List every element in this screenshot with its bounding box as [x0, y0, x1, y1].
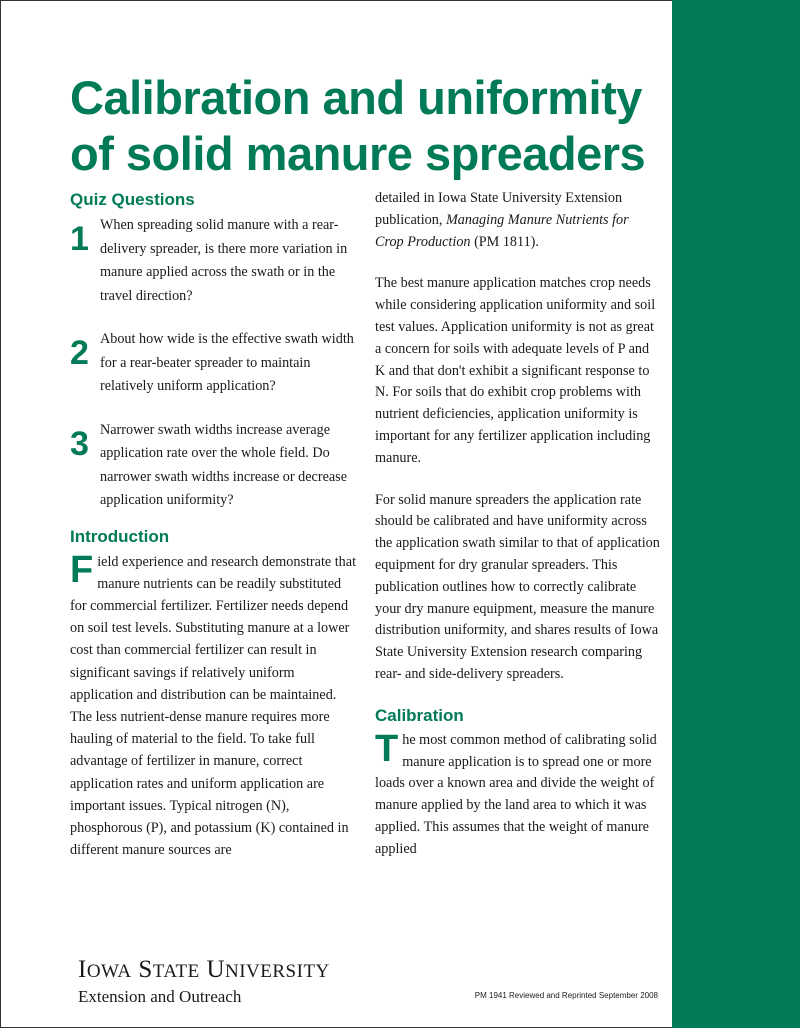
right-column [375, 188, 660, 881]
quiz-number: 3 [70, 424, 89, 463]
quiz-text: About how wide is the effective swath width for a rear-beater spreader to maintain relatively uniform application? [100, 331, 354, 394]
page-title [70, 70, 670, 182]
paragraph-text: detailed in Iowa State University Extension publication, [375, 190, 623, 228]
logo-letter: I [78, 956, 87, 983]
quiz-item-2 [70, 328, 360, 399]
application-paragraph: The best manure application matches crop needs while considering application uniformity and soil test values. Application uniformity is not as great a concern for soils with adequate levels of P and K and that don't exhibit a significant response to N. For soils that do exhibit crop problems with nutrient deficiencies, application uniformity is important for any fertilizer application including manure. [375, 275, 656, 466]
quiz-item-1 [70, 214, 360, 308]
university-logo [78, 956, 330, 1008]
quiz-text: Narrower swath widths increase average application rate over the whole field. Do narrower swath widths increase or decrease application uniformity? [100, 421, 347, 508]
dropcap: F [70, 548, 94, 591]
logo-letter: U [206, 956, 225, 983]
left-column [70, 190, 360, 881]
logo-letter: S [138, 956, 153, 983]
publication-title: Managing Manure Nutrients for Crop Production [375, 211, 629, 250]
logo-letter: TATE [152, 961, 200, 982]
calibration-text: he most common method of calibrating solid manure application is to spread one or more loads over a known area and divide the weight of manure applied by the land area to which it was applied. This assumes that the weight of manure applied [375, 731, 657, 857]
extension-subtitle: Extension and Outreach [78, 987, 242, 1006]
quiz-item-3 [70, 419, 360, 513]
introduction-text: ield experience and research demonstrate that manure nutrients can be readily substituted for commercial fertilizer. Fertilizer needs depend on soil test levels. Substituting manure at a lower cost than commercial fertilizer can result in significant savings if relatively uniform application and distribution can be maintained. The less nutrient-dense manure requires more hauling of material to the field. To take full advantage of fertilizer in manure, correct application rates and uniform application are important issues. Typical nitrogen (N), phosphorous (P), and potassium (K) contained in different manure sources are [70, 553, 357, 859]
logo-letter: NIVERSITY [225, 961, 330, 982]
quiz-text: When spreading solid manure with a rear-delivery spreader, is there more variation in manure applied across the swath or in the travel direction? [100, 217, 348, 304]
introduction-paragraph [70, 548, 360, 862]
quiz-number: 1 [70, 220, 89, 258]
calibration-paragraph [375, 727, 660, 861]
quiz-number: 2 [70, 334, 89, 372]
introduction-heading: Introduction [70, 526, 170, 546]
dropcap: T [375, 727, 399, 770]
logo-letter: OWA [86, 961, 132, 982]
quiz-heading: Quiz Questions [70, 190, 195, 209]
green-side-bar [672, 0, 800, 1028]
title-line-1: Calibration and uniformity [70, 71, 642, 124]
paragraph-text: (PM 1811). [470, 233, 539, 250]
publication-reference-paragraph [375, 188, 660, 253]
calibration-heading: Calibration [375, 705, 464, 725]
university-name [78, 956, 330, 986]
spreaders-paragraph: For solid manure spreaders the application rate should be calibrated and have uniformity across the application swath similar to that of application equipment for dry granular spreaders. This publication outlines how to correctly calibrate your dry manure equipment, measure the manure distribution uniformity, and shares results of Iowa State University Extension research comparing rear- and side-delivery spreaders. [375, 491, 660, 682]
title-line-2: of solid manure spreaders [70, 127, 646, 180]
publication-id: PM 1941 Reviewed and Reprinted September 2008 [474, 991, 658, 1000]
